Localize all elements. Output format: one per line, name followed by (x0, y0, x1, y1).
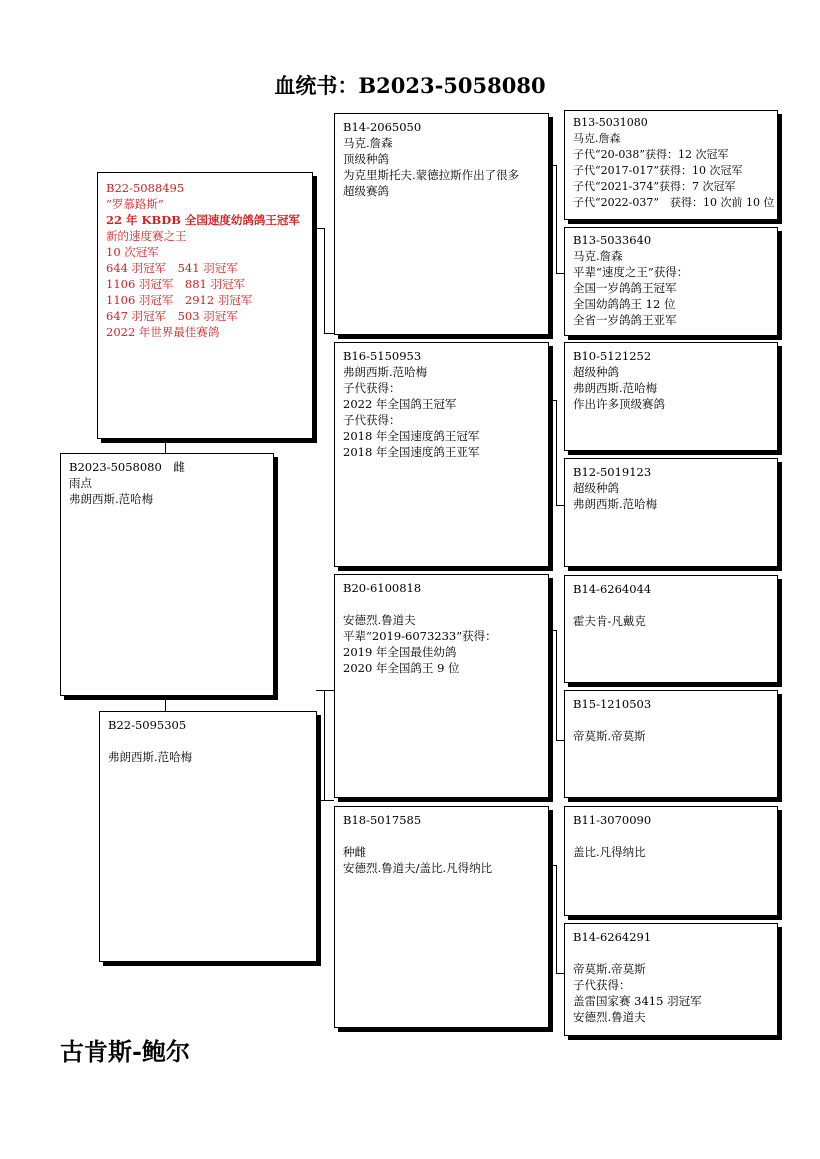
great-grandparent-card (564, 575, 778, 683)
detail-line: 全国幼鸽鸽王 12 位 (573, 297, 676, 311)
detail-line: 种雌 (343, 845, 366, 859)
detail-line: 安德烈.鲁道夫 (573, 1010, 646, 1024)
great-grandparent-card (564, 806, 778, 916)
sire-detail: 644 羽冠军 541 羽冠军 (106, 261, 238, 275)
detail-line: 全国一岁鸽鸽王冠军 (573, 281, 677, 295)
ring-number: B14-6264291 (573, 930, 652, 944)
sire-ring-number: B22-5088495 (106, 181, 185, 195)
connector-line (165, 695, 166, 711)
detail-line: 盖比.凡得纳比 (573, 845, 646, 859)
detail-line: 马克.詹森 (343, 136, 393, 150)
connector-line (548, 165, 556, 166)
detail-line: 子代获得： (343, 413, 401, 427)
sire-detail: 1106 羽冠军 881 羽冠军 (106, 277, 246, 291)
detail-line: 子代获得： (343, 381, 401, 395)
connector-line (324, 333, 334, 334)
detail-line: 安德烈.鲁道夫/盖比.凡得纳比 (343, 861, 493, 875)
sire-detail: 1106 羽冠军 2912 羽冠军 (106, 293, 253, 307)
connector-line (316, 690, 334, 691)
connector-line (556, 740, 564, 741)
detail-line: 帝莫斯.帝莫斯 (573, 962, 646, 976)
ring-number: B18-5017585 (343, 813, 422, 827)
detail-line: 帝莫斯.帝莫斯 (573, 729, 646, 743)
detail-line: 子代“2021-374”获得：7 次冠军 (573, 180, 736, 193)
dam-dam-card (334, 806, 549, 1028)
detail-line: 2019 年全国最佳幼鸽 (343, 645, 457, 659)
sire-detail: 新的速度赛之王 (106, 229, 187, 243)
connector-line (548, 400, 556, 401)
page-title: 血统书：B2023-5058080 (274, 73, 546, 98)
detail-line: 弗朗西斯.范哈梅 (343, 365, 428, 379)
detail-line: 盖雷国家赛 3415 羽冠军 (573, 994, 702, 1008)
ring-number: B13-5033640 (573, 233, 652, 247)
detail-line: 弗朗西斯.范哈梅 (573, 381, 658, 395)
connector-line (312, 228, 324, 229)
great-grandparent-card (564, 923, 778, 1036)
detail-line: 超级种鸽 (573, 481, 619, 495)
ring-number: B14-6264044 (573, 582, 652, 596)
connector-line (556, 973, 564, 974)
ring-number: B11-3070090 (573, 813, 652, 827)
detail-line: 作出许多顶级赛鸽 (573, 397, 665, 411)
detail-line: 子代“2017-017”获得：10 次冠军 (573, 164, 743, 177)
ring-number: B20-6100818 (343, 581, 422, 595)
detail-line: 马克.詹森 (573, 132, 621, 145)
sire-dam-card (334, 342, 549, 567)
connector-line (556, 273, 564, 274)
sire-detail: 647 羽冠军 503 羽冠军 (106, 309, 238, 323)
detail-line: 子代获得： (573, 978, 631, 992)
sire-card (97, 172, 313, 439)
connector-line (165, 438, 166, 454)
sire-sire-card (334, 113, 549, 335)
sire-name: “罗慕路斯” (106, 197, 164, 211)
connector-line (316, 800, 334, 801)
detail-line: 马克.詹森 (573, 249, 623, 263)
ring-number: B10-5121252 (573, 349, 652, 363)
ring-number: B16-5150953 (343, 349, 422, 363)
ring-number: B14-2065050 (343, 120, 422, 134)
detail-line: 2018 年全国速度鸽王冠军 (343, 429, 480, 443)
detail-line: 超级种鸽 (573, 365, 619, 379)
sire-headline-title: 22 年 KBDB 全国速度幼鸽鸽王冠军 (106, 213, 300, 227)
dam-sire-card (334, 574, 549, 798)
detail-line: 超级赛鸽 (343, 184, 389, 198)
connector-line (556, 400, 557, 505)
great-grandparent-card (564, 342, 778, 451)
detail-line: 子代“2022-037” 获得：10 次前 10 位 (573, 196, 775, 209)
loft-name: 古肯斯-鲍尔 (60, 1037, 190, 1066)
connector-line (324, 228, 325, 333)
great-grandparent-card (564, 110, 778, 220)
subject-name: 雨点 (69, 476, 92, 490)
ring-number: B12-5019123 (573, 465, 652, 479)
connector-line (556, 165, 557, 273)
detail-line: 顶级种鸽 (343, 152, 389, 166)
detail-line: 为克里斯托夫.蒙德拉斯作出了很多 (343, 168, 520, 182)
detail-line: 2020 年全国鸽王 9 位 (343, 661, 460, 675)
great-grandparent-card (564, 458, 778, 567)
detail-line: 霍夫肯-凡戴克 (573, 614, 646, 628)
detail-line: 安德烈.鲁道夫 (343, 613, 416, 627)
detail-line: 平辈“速度之王”获得： (573, 265, 689, 279)
connector-line (556, 865, 557, 973)
subject-card (60, 453, 274, 696)
detail-line: 子代“20-038”获得：12 次冠军 (573, 148, 729, 161)
great-grandparent-card (564, 227, 778, 336)
connector-line (548, 865, 556, 866)
sire-detail: 2022 年世界最佳赛鸽 (106, 325, 220, 339)
subject-breeder: 弗朗西斯.范哈梅 (69, 492, 154, 506)
dam-card (99, 711, 317, 962)
detail-line: 2022 年全国鸽王冠军 (343, 397, 457, 411)
ring-number: B15-1210503 (573, 697, 652, 711)
great-grandparent-card (564, 690, 778, 798)
ring-number: B13-5031080 (573, 116, 648, 129)
connector-line (324, 690, 325, 800)
connector-line (556, 505, 564, 506)
connector-line (556, 630, 557, 740)
connector-line (548, 630, 556, 631)
dam-breeder: 弗朗西斯.范哈梅 (108, 750, 193, 764)
sire-detail: 10 次冠军 (106, 245, 159, 259)
detail-line: 2018 年全国速度鸽王亚军 (343, 445, 480, 459)
subject-ring-number: B2023-5058080 雌 (69, 460, 185, 474)
detail-line: 全省一岁鸽鸽王亚军 (573, 313, 677, 327)
detail-line: 平辈“2019-6073233”获得： (343, 629, 497, 643)
detail-line: 弗朗西斯.范哈梅 (573, 497, 658, 511)
dam-ring-number: B22-5095305 (108, 718, 187, 732)
